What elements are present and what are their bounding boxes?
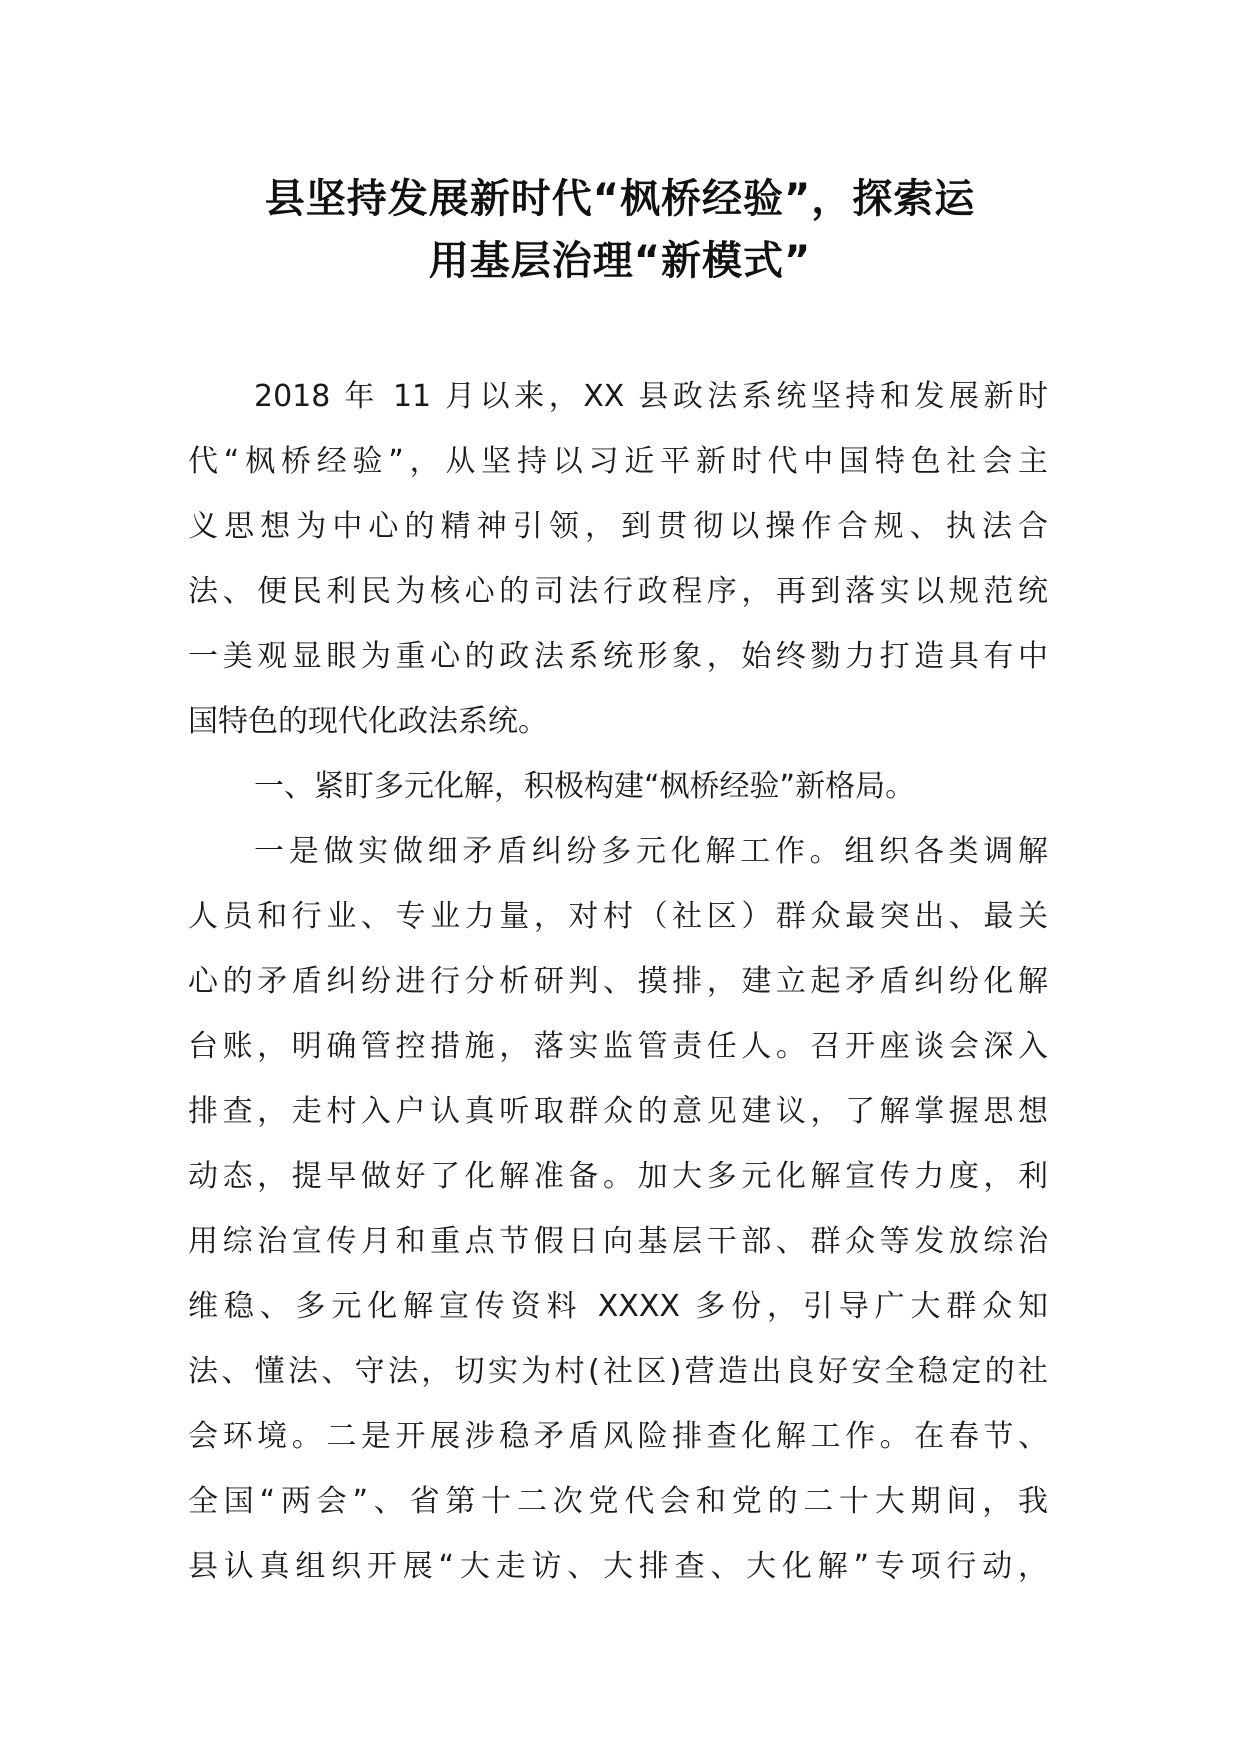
document-title [150, 168, 1090, 292]
paragraph-line: 一是做实做细矛盾纠纷多元化解工作。组织各类调解 [254, 834, 1048, 869]
paragraph-line: 维稳、多元化解宣传资料 XXXX 多份，引导广大群众知 [188, 1289, 1048, 1324]
paragraph-2 [188, 819, 1048, 1599]
document-body [188, 364, 1048, 1599]
paragraph-line: 全国“两会”、省第十二次党代会和党的二十大期间，我 [188, 1484, 1048, 1519]
paragraph-line: 法、懂法、守法，切实为村(社区)营造出良好安全稳定的社 [188, 1354, 1048, 1389]
paragraph-line: 义思想为中心的精神引领，到贯彻以操作合规、执法合 [188, 509, 1048, 544]
paragraph-line: 用综治宣传月和重点节假日向基层干部、群众等发放综治 [188, 1224, 1048, 1259]
section-heading: 一、紧盯多元化解，积极构建“枫桥经验”新格局。 [254, 769, 916, 804]
paragraph-line: 排查，走村入户认真听取群众的意见建议，了解掌握思想 [188, 1094, 1048, 1129]
paragraph-line: 台账，明确管控措施，落实监管责任人。召开座谈会深入 [188, 1029, 1048, 1064]
paragraph-line: 法、便民利民为核心的司法行政程序，再到落实以规范统 [188, 574, 1048, 609]
title-line-2: 用基层治理“新模式” [428, 238, 812, 284]
paragraph-line: 人员和行业、专业力量，对村（社区）群众最突出、最关 [188, 899, 1048, 934]
paragraph-line: 动态，提早做好了化解准备。加大多元化解宣传力度，利 [188, 1159, 1048, 1194]
paragraph-1 [188, 364, 1048, 754]
paragraph-line: 县认真组织开展“大走访、大排查、大化解”专项行动， [188, 1549, 1048, 1584]
paragraph-line: 会环境。二是开展涉稳矛盾风险排查化解工作。在春节、 [188, 1419, 1048, 1454]
paragraph-line: 2018 年 11 月以来，XX 县政法系统坚持和发展新时 [254, 379, 1048, 414]
paragraph-line: 国特色的现代化政法系统。 [188, 704, 548, 739]
paragraph-line: 心的矛盾纠纷进行分析研判、摸排，建立起矛盾纠纷化解 [188, 964, 1048, 999]
paragraph-line: 代“枫桥经验”，从坚持以习近平新时代中国特色社会主 [188, 444, 1048, 479]
paragraph-line: 一美观显眼为重心的政法系统形象，始终勠力打造具有中 [188, 639, 1048, 674]
title-line-1: 县坚持发展新时代“枫桥经验”，探索运 [264, 176, 976, 222]
